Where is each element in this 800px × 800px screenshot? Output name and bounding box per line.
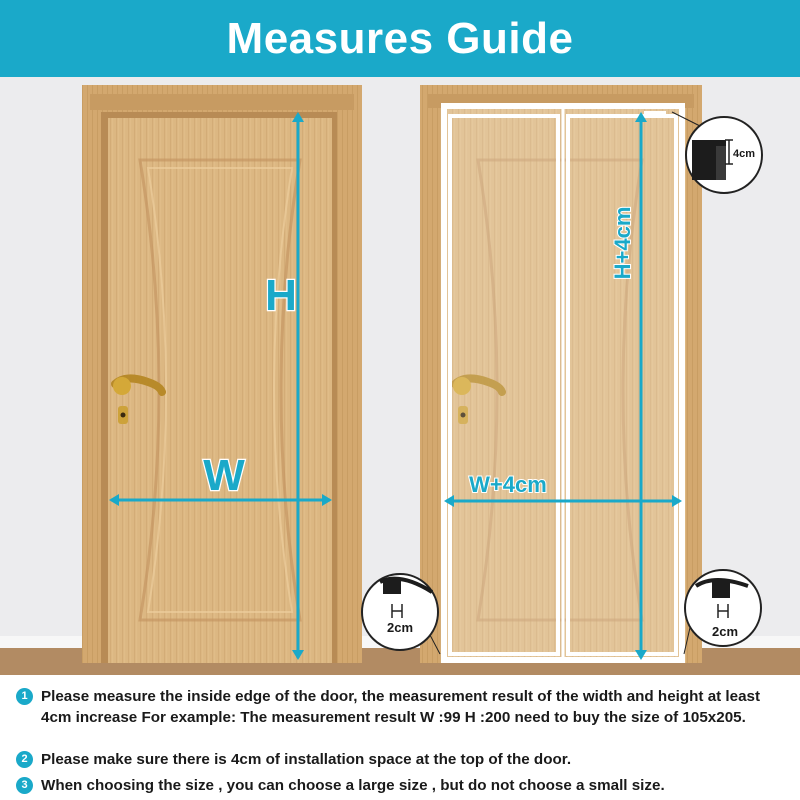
width-plus-label: W+4cm [469,472,547,497]
instruction-text: Please measure the inside edge of the door, the measurement result of the width and height at least 4cm increase For example: The measurement result W :99 H :200 need to buy the size of 105x205. [41,688,761,726]
step-number-badge: 3 [16,777,33,794]
step-number-badge: 2 [16,751,33,768]
width-label: W [203,451,245,500]
step-number-badge: 1 [16,688,33,705]
bottom-right-gap-label: 2cm [711,624,739,639]
instruction-item [16,775,788,796]
door-scene-svg [0,77,800,675]
top-gap-label: 4cm [732,148,756,160]
instruction-item [16,749,788,770]
header-banner [0,0,800,77]
height-plus-label: H+4cm [610,206,635,280]
mesh-screen [444,106,682,660]
left-door [82,85,362,663]
bottom-left-gap-label: 2cm [386,620,414,635]
instructions-list [0,680,800,800]
page-title: Measures Guide [226,13,574,63]
height-label: H [265,271,297,320]
instruction-text: Please make sure there is 4cm of installation space at the top of the door. [41,751,572,768]
door-illustration [0,77,800,675]
instruction-item [16,686,788,728]
instruction-text: When choosing the size , you can choose a large size , but do not choose a small size. [41,777,665,794]
